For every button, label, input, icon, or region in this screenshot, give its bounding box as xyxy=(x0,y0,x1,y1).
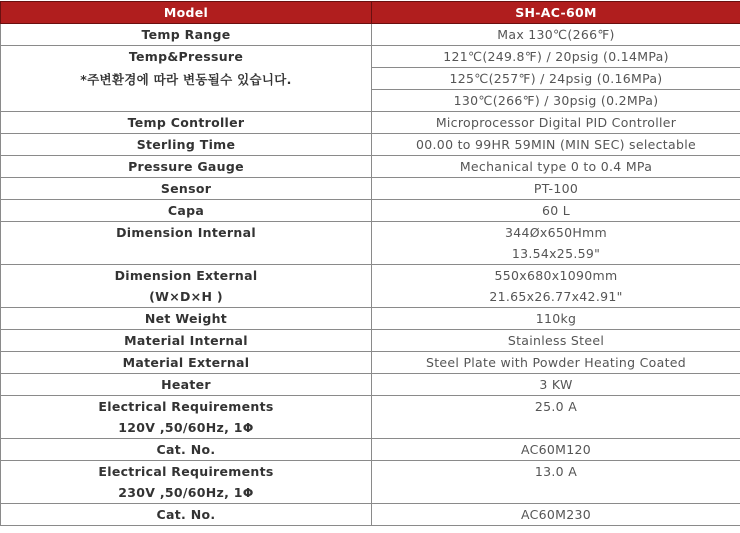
row-value: Microprocessor Digital PID Controller xyxy=(372,112,740,134)
table-row xyxy=(1,46,740,68)
table-row xyxy=(1,330,740,352)
row-value: AC60M120 xyxy=(372,439,740,461)
row-value: 13.54x25.59" xyxy=(511,246,601,261)
row-value: PT-100 xyxy=(372,178,740,200)
dimension-external-label-cell xyxy=(1,265,372,308)
row-label: Heater xyxy=(1,374,372,396)
table-row xyxy=(1,461,740,504)
table-row xyxy=(1,439,740,461)
table-row xyxy=(1,308,740,330)
elec-230-label-cell xyxy=(1,461,372,504)
table-row xyxy=(1,200,740,222)
table-row xyxy=(1,396,740,439)
row-label: Cat. No. xyxy=(1,504,372,526)
dimension-external-value-cell xyxy=(372,265,740,308)
row-label: Capa xyxy=(1,200,372,222)
row-value: 121℃(249.8℉) / 20psig (0.14MPa) xyxy=(372,46,740,68)
row-label: Sterling Time xyxy=(1,134,372,156)
row-label: Electrical Requirements xyxy=(98,399,274,414)
table-row xyxy=(1,265,740,308)
row-label: Pressure Gauge xyxy=(1,156,372,178)
row-label: Electrical Requirements xyxy=(98,464,274,479)
table-row xyxy=(1,374,740,396)
row-value: AC60M230 xyxy=(372,504,740,526)
row-value: 00.00 to 99HR 59MIN (MIN SEC) selectable xyxy=(372,134,740,156)
row-label: Net Weight xyxy=(1,308,372,330)
row-value: 344Øx650Hmm xyxy=(504,225,607,240)
row-label: Sensor xyxy=(1,178,372,200)
row-value: 60 L xyxy=(372,200,740,222)
row-value: Stainless Steel xyxy=(372,330,740,352)
row-label: Temp Range xyxy=(1,24,372,46)
row-label: Temp Controller xyxy=(1,112,372,134)
row-value: 13.0 A xyxy=(372,461,740,504)
temp-pressure-label-cell xyxy=(1,46,372,112)
elec-120-label-cell xyxy=(1,396,372,439)
row-label: Cat. No. xyxy=(1,439,372,461)
model-header-value: SH-AC-60M xyxy=(372,2,740,24)
table-row xyxy=(1,352,740,374)
variation-note: *주변환경에 따라 변동될수 있습니다. xyxy=(80,72,292,87)
row-label-detail: 230V ,50/60Hz, 1Φ xyxy=(118,485,254,500)
row-label: Material External xyxy=(1,352,372,374)
row-value: Mechanical type 0 to 0.4 MPa xyxy=(372,156,740,178)
row-value: Steel Plate with Powder Heating Coated xyxy=(372,352,740,374)
row-value: 110kg xyxy=(372,308,740,330)
table-row xyxy=(1,222,740,265)
row-label-detail: 120V ,50/60Hz, 1Φ xyxy=(118,420,254,435)
table-header-row xyxy=(1,2,740,24)
table-row xyxy=(1,134,740,156)
row-value: 3 KW xyxy=(372,374,740,396)
row-label: Material Internal xyxy=(1,330,372,352)
row-label: Temp&Pressure xyxy=(128,49,244,64)
row-value: 125℃(257℉) / 24psig (0.16MPa) xyxy=(372,68,740,90)
row-value: 550x680x1090mm xyxy=(494,268,618,283)
model-header-label: Model xyxy=(1,2,372,24)
row-label: Dimension External xyxy=(114,268,258,283)
row-label: Dimension Internal xyxy=(1,222,372,265)
spec-table xyxy=(0,1,740,526)
table-row xyxy=(1,504,740,526)
row-value: 21.65x26.77x42.91" xyxy=(489,289,623,304)
table-row xyxy=(1,112,740,134)
table-row xyxy=(1,24,740,46)
row-value: 25.0 A xyxy=(372,396,740,439)
row-label-detail: (W×D×H ) xyxy=(149,289,223,304)
table-row xyxy=(1,178,740,200)
table-row xyxy=(1,156,740,178)
dimension-internal-value-cell xyxy=(372,222,740,265)
row-value: Max 130℃(266℉) xyxy=(372,24,740,46)
row-value: 130℃(266℉) / 30psig (0.2MPa) xyxy=(372,90,740,112)
